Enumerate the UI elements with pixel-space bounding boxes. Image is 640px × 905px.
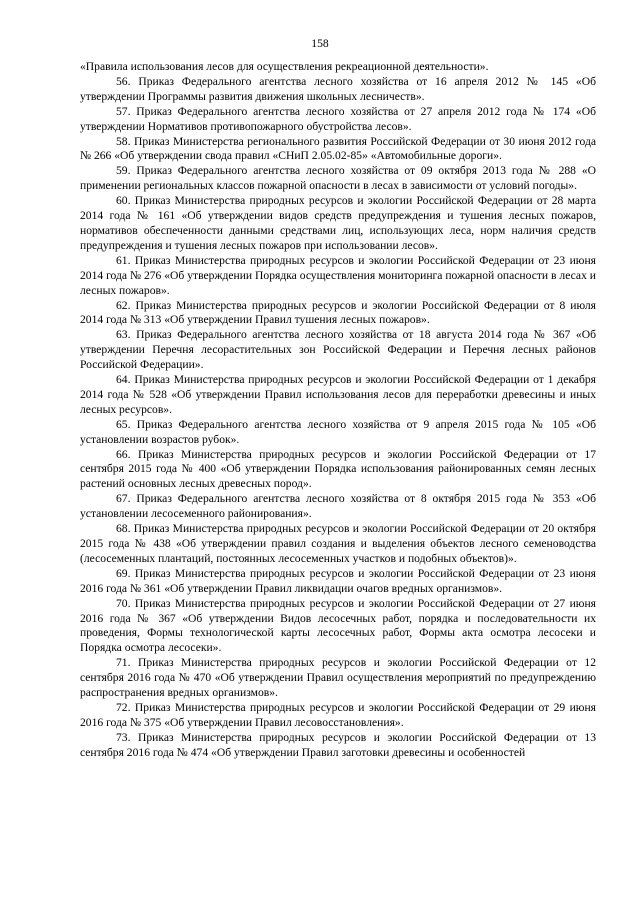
list-item-65: 65. Приказ Федерального агентства лесного хозяйства от 9 апреля 2015 года № 105 «Об установлении возрастов рубок».	[80, 417, 596, 446]
list-item-71: 71. Приказ Министерства природных ресурсов и экологии Российской Федерации от 12 сентября 2016 года № 470 «Об утверждении Правил осуществления мероприятий по предупреждению распространения вредных организмов».	[80, 656, 596, 700]
list-item-62: 62. Приказ Министерства природных ресурсов и экологии Российской Федерации от 8 июля 2014 года № 313 «Об утверждении Правил тушения лесных пожаров».	[80, 298, 596, 327]
list-item-68: 68. Приказ Министерства природных ресурсов и экологии Российской Федерации от 20 октября 2015 года № 438 «Об утверждении правил создания и выделения объектов лесного семеноводства (лесосеменных плантаций, постоянных лесосеменных участков и подобных объектов)».	[80, 522, 596, 565]
list-item-57: 57. Приказ Федерального агентства лесного хозяйства от 27 апреля 2012 года № 174 «Об утверждении Нормативов противопожарного обустройства лесов».	[80, 104, 596, 133]
list-item-70: 70. Приказ Министерства природных ресурсов и экологии Российской Федерации от 27 июня 2016 года № 367 «Об утверждении Видов лесосечных работ, порядка и последовательности их проведения, Формы технологической карты лесосечных работ, Формы акта осмотра лесосеки и Порядка осмотра лесосеки».	[80, 596, 596, 655]
list-item-61: 61. Приказ Министерства природных ресурсов и экологии Российской Федерации от 23 июня 2014 года № 276 «Об утверждении Порядка осуществления мониторинга пожарной опасности в лесах и лесных пожаров».	[80, 253, 596, 297]
list-item-63: 63. Приказ Федерального агентства лесного хозяйства от 18 августа 2014 года № 367 «Об утверждении Перечня лесорастительных зон Российской Федерации и Перечня лесных районов Российской Федерации».	[80, 328, 596, 372]
continued-paragraph: «Правила использования лесов для осуществления рекреационной деятельности».	[80, 60, 489, 73]
list-item-73: 73. Приказ Министерства природных ресурсов и экологии Российской Федерации от 13 сентября 2016 года № 474 «Об утверждении Правил заготовки древесины и особенностей	[80, 730, 596, 759]
page-number: 158	[311, 37, 329, 50]
document-body	[80, 60, 596, 761]
list-item-58: 58. Приказ Министерства регионального развития Российской Федерации от 30 июня 2012 года № 266 «Об утверждении свода правил «СНиП 2.05.02-85» «Автомобильные дороги».	[80, 134, 596, 163]
list-item-69: 69. Приказ Министерства природных ресурсов и экологии Российской Федерации от 23 июня 2016 года № 361 «Об утверждении Правил ликвидации очагов вредных организмов».	[80, 566, 596, 595]
list-item-56: 56. Приказ Федерального агентства лесного хозяйства от 16 апреля 2012 № 145 «Об утверждении Программы развития движения школьных лесничеств».	[80, 74, 596, 103]
list-item-64: 64. Приказ Министерства природных ресурсов и экологии Российской Федерации от 1 декабря 2014 года № 528 «Об утверждении Правил использования лесов для переработки древесины и иных лесных ресурсов».	[80, 373, 596, 416]
list-item-67: 67. Приказ Федерального агентства лесного хозяйства от 8 октября 2015 года № 353 «Об установлении лесосеменного районирования».	[80, 492, 596, 521]
list-item-59: 59. Приказ Федерального агентства лесного хозяйства от 09 октября 2013 года № 288 «О применении региональных классов пожарной опасности в лесах в зависимости от условий погоды».	[80, 164, 596, 193]
list-item-72: 72. Приказ Министерства природных ресурсов и экологии Российской Федерации от 29 июня 2016 года № 375 «Об утверждении Правил лесовосстановления».	[80, 700, 596, 729]
list-item-66: 66. Приказ Министерства природных ресурсов и экологии Российской Федерации от 17 сентября 2015 года № 400 «Об утверждении Порядка использования районированных семян лесных растений основных лесных древесных пород».	[80, 447, 596, 491]
list-item-60: 60. Приказ Министерства природных ресурсов и экологии Российской Федерации от 28 марта 2014 года № 161 «Об утверждении видов средств предупреждения и тушения лесных пожаров, нормативов обеспеченности данными средствами лиц, использующих леса, норм наличия средств предупреждения и тушения лесных пожаров при использовании лесов».	[80, 194, 596, 252]
